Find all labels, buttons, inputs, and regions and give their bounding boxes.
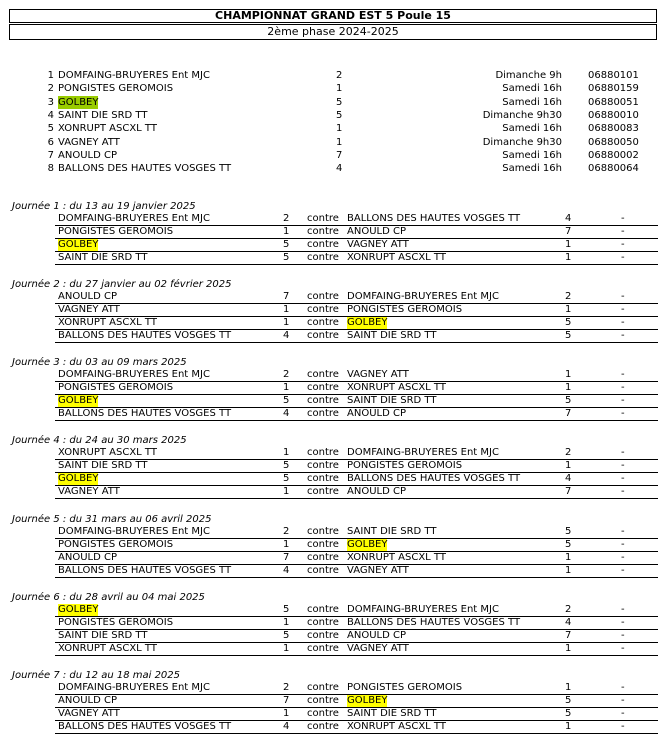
team-name: PONGISTES GEROMOIS <box>58 83 174 95</box>
team-number: 1 <box>47 70 54 81</box>
team-row <box>0 149 670 162</box>
versus-label: contre <box>307 239 339 250</box>
away-team: ANOULD CP <box>347 408 406 419</box>
match-result: - <box>621 708 625 719</box>
match-result: - <box>621 317 625 328</box>
away-team: ANOULD CP <box>347 226 406 237</box>
away-team: BALLONS DES HAUTES VOSGES TT <box>347 617 521 628</box>
match-row <box>55 539 658 552</box>
team-number: 6 <box>47 136 54 148</box>
home-players: 5 <box>283 604 290 615</box>
versus-label: contre <box>307 213 339 224</box>
away-players: 5 <box>565 695 572 706</box>
home-players: 4 <box>283 408 290 419</box>
home-team: VAGNEY ATT <box>58 708 120 719</box>
match-result: - <box>621 565 625 576</box>
away-team: ANOULD CP <box>347 486 406 497</box>
away-players: 5 <box>565 395 572 406</box>
match-result: - <box>621 695 625 706</box>
team-code: 06880064 <box>588 163 639 175</box>
match-result: - <box>621 526 625 537</box>
team-name: DOMFAING-BRUYERES Ent MJC <box>58 70 210 81</box>
team-code: 06880010 <box>588 109 639 121</box>
away-team: VAGNEY ATT <box>347 565 409 576</box>
document-title: CHAMPIONNAT GRAND EST 5 Poule 15 <box>9 9 657 23</box>
away-team: PONGISTES GEROMOIS <box>347 304 463 315</box>
home-players: 4 <box>283 721 290 732</box>
away-team: XONRUPT ASCXL TT <box>347 721 446 732</box>
match-result: - <box>621 486 625 497</box>
match-result: - <box>621 473 625 484</box>
home-team: BALLONS DES HAUTES VOSGES TT <box>58 565 232 576</box>
away-team: SAINT DIE SRD TT <box>347 708 437 719</box>
match-result: - <box>621 395 625 406</box>
versus-label: contre <box>307 317 339 328</box>
team-number: 5 <box>47 123 54 135</box>
round-title: Journée 6 : du 28 avril au 04 mai 2025 <box>12 592 205 603</box>
match-row <box>55 304 658 317</box>
versus-label: contre <box>307 604 339 615</box>
match-row <box>55 486 658 499</box>
away-players: 1 <box>565 565 572 576</box>
away-players: 7 <box>565 408 572 419</box>
match-result: - <box>621 721 625 732</box>
match-result: - <box>621 226 625 237</box>
team-number: 4 <box>47 109 54 121</box>
home-team: VAGNEY ATT <box>58 486 120 497</box>
round-title: Journée 3 : du 03 au 09 mars 2025 <box>12 357 187 368</box>
home-players: 7 <box>283 291 290 302</box>
home-players: 2 <box>283 369 290 380</box>
team-row <box>0 69 670 82</box>
home-players: 1 <box>283 447 290 458</box>
away-players: 2 <box>565 291 572 302</box>
team-players: 1 <box>336 136 343 148</box>
match-row <box>55 473 658 486</box>
home-team: SAINT DIE SRD TT <box>58 252 148 263</box>
home-players: 2 <box>283 526 290 537</box>
team-players: 2 <box>336 70 343 81</box>
document-subtitle: 2ème phase 2024-2025 <box>9 24 657 40</box>
team-players: 1 <box>336 83 343 95</box>
home-players: 5 <box>283 239 290 250</box>
match-row <box>55 382 658 395</box>
versus-label: contre <box>307 382 339 393</box>
home-team: XONRUPT ASCXL TT <box>58 317 157 328</box>
match-result: - <box>621 460 625 471</box>
versus-label: contre <box>307 291 339 302</box>
versus-label: contre <box>307 460 339 471</box>
team-name: SAINT DIE SRD TT <box>58 109 148 121</box>
away-team: XONRUPT ASCXL TT <box>347 252 446 263</box>
away-team: GOLBEY <box>347 539 388 550</box>
team-row <box>0 136 670 149</box>
team-players: 5 <box>336 109 343 121</box>
away-players: 5 <box>565 539 572 550</box>
versus-label: contre <box>307 565 339 576</box>
team-match-day: Dimanche 9h <box>495 70 562 81</box>
team-name: ANOULD CP <box>58 149 117 161</box>
away-team: DOMFAING-BRUYERES Ent MJC <box>347 447 499 458</box>
team-match-day: Samedi 16h <box>502 123 562 135</box>
match-result: - <box>621 213 625 224</box>
away-players: 5 <box>565 330 572 341</box>
home-players: 7 <box>283 695 290 706</box>
team-match-day: Dimanche 9h30 <box>482 109 562 121</box>
away-players: 7 <box>565 630 572 641</box>
versus-label: contre <box>307 226 339 237</box>
match-row <box>55 630 658 643</box>
away-team: SAINT DIE SRD TT <box>347 330 437 341</box>
away-players: 1 <box>565 682 572 693</box>
away-team: GOLBEY <box>347 317 388 328</box>
match-row <box>55 708 658 721</box>
away-players: 1 <box>565 239 572 250</box>
versus-label: contre <box>307 695 339 706</box>
match-row <box>55 695 658 708</box>
home-team: PONGISTES GEROMOIS <box>58 539 174 550</box>
match-result: - <box>621 539 625 550</box>
team-code: 06880101 <box>588 70 639 81</box>
home-team: VAGNEY ATT <box>58 304 120 315</box>
match-result: - <box>621 239 625 250</box>
match-row <box>55 291 658 304</box>
home-players: 5 <box>283 252 290 263</box>
match-result: - <box>621 382 625 393</box>
away-players: 7 <box>565 486 572 497</box>
match-result: - <box>621 643 625 654</box>
away-team: PONGISTES GEROMOIS <box>347 460 463 471</box>
home-team: XONRUPT ASCXL TT <box>58 447 157 458</box>
away-team: XONRUPT ASCXL TT <box>347 382 446 393</box>
match-row <box>55 617 658 630</box>
team-row <box>0 109 670 122</box>
versus-label: contre <box>307 395 339 406</box>
away-players: 5 <box>565 708 572 719</box>
team-match-day: Samedi 16h <box>502 163 562 175</box>
home-team: GOLBEY <box>58 473 99 484</box>
round-title: Journée 7 : du 12 au 18 mai 2025 <box>12 670 181 681</box>
away-players: 4 <box>565 617 572 628</box>
match-row <box>55 226 658 239</box>
match-result: - <box>621 447 625 458</box>
away-team: VAGNEY ATT <box>347 369 409 380</box>
away-team: BALLONS DES HAUTES VOSGES TT <box>347 473 521 484</box>
home-team: PONGISTES GEROMOIS <box>58 226 174 237</box>
team-players: 4 <box>336 163 343 175</box>
away-players: 4 <box>565 473 572 484</box>
away-players: 1 <box>565 552 572 563</box>
away-players: 7 <box>565 226 572 237</box>
match-row <box>55 317 658 330</box>
team-row <box>0 162 670 175</box>
home-players: 2 <box>283 682 290 693</box>
away-team: BALLONS DES HAUTES VOSGES TT <box>347 213 521 224</box>
versus-label: contre <box>307 552 339 563</box>
home-players: 1 <box>283 304 290 315</box>
round-title: Journée 1 : du 13 au 19 janvier 2025 <box>12 201 196 212</box>
match-result: - <box>621 369 625 380</box>
home-team: GOLBEY <box>58 604 99 615</box>
away-players: 1 <box>565 382 572 393</box>
match-row <box>55 682 658 695</box>
team-code: 06880051 <box>588 96 639 108</box>
away-players: 1 <box>565 643 572 654</box>
home-players: 1 <box>283 226 290 237</box>
away-players: 1 <box>565 252 572 263</box>
home-players: 5 <box>283 460 290 471</box>
away-players: 5 <box>565 317 572 328</box>
home-team: DOMFAING-BRUYERES Ent MJC <box>58 682 210 693</box>
team-match-day: Samedi 16h <box>502 96 562 108</box>
home-team: SAINT DIE SRD TT <box>58 630 148 641</box>
away-team: VAGNEY ATT <box>347 239 409 250</box>
team-players: 1 <box>336 123 343 135</box>
match-result: - <box>621 304 625 315</box>
match-row <box>55 395 658 408</box>
match-result: - <box>621 682 625 693</box>
away-players: 2 <box>565 447 572 458</box>
team-code: 06880002 <box>588 149 639 161</box>
round-title: Journée 5 : du 31 mars au 06 avril 2025 <box>12 514 212 525</box>
team-row <box>0 82 670 95</box>
team-number: 3 <box>47 96 54 108</box>
away-team: SAINT DIE SRD TT <box>347 395 437 406</box>
away-team: VAGNEY ATT <box>347 643 409 654</box>
away-players: 1 <box>565 304 572 315</box>
team-number: 7 <box>47 149 54 161</box>
away-team: PONGISTES GEROMOIS <box>347 682 463 693</box>
home-team: ANOULD CP <box>58 291 117 302</box>
home-team: ANOULD CP <box>58 695 117 706</box>
home-team: GOLBEY <box>58 395 99 406</box>
team-match-day: Dimanche 9h30 <box>482 136 562 148</box>
match-result: - <box>621 617 625 628</box>
team-row <box>0 122 670 135</box>
match-row <box>55 721 658 734</box>
team-code: 06880050 <box>588 136 639 148</box>
match-row <box>55 604 658 617</box>
match-row <box>55 552 658 565</box>
versus-label: contre <box>307 330 339 341</box>
home-team: XONRUPT ASCXL TT <box>58 643 157 654</box>
versus-label: contre <box>307 721 339 732</box>
team-name: XONRUPT ASCXL TT <box>58 123 157 135</box>
match-row <box>55 369 658 382</box>
home-team: DOMFAING-BRUYERES Ent MJC <box>58 213 210 224</box>
versus-label: contre <box>307 408 339 419</box>
team-match-day: Samedi 16h <box>502 83 562 95</box>
versus-label: contre <box>307 708 339 719</box>
match-row <box>55 526 658 539</box>
home-team: PONGISTES GEROMOIS <box>58 617 174 628</box>
team-code: 06880159 <box>588 83 639 95</box>
team-number: 8 <box>47 163 54 175</box>
match-result: - <box>621 291 625 302</box>
away-players: 4 <box>565 213 572 224</box>
home-players: 1 <box>283 643 290 654</box>
versus-label: contre <box>307 447 339 458</box>
home-team: DOMFAING-BRUYERES Ent MJC <box>58 526 210 537</box>
home-players: 5 <box>283 630 290 641</box>
team-code: 06880083 <box>588 123 639 135</box>
home-players: 1 <box>283 486 290 497</box>
home-players: 7 <box>283 552 290 563</box>
away-players: 1 <box>565 721 572 732</box>
away-team: ANOULD CP <box>347 630 406 641</box>
versus-label: contre <box>307 486 339 497</box>
away-players: 2 <box>565 604 572 615</box>
match-row <box>55 213 658 226</box>
match-result: - <box>621 552 625 563</box>
versus-label: contre <box>307 369 339 380</box>
home-team: BALLONS DES HAUTES VOSGES TT <box>58 330 232 341</box>
home-players: 1 <box>283 708 290 719</box>
away-players: 5 <box>565 526 572 537</box>
match-row <box>55 460 658 473</box>
home-team: SAINT DIE SRD TT <box>58 460 148 471</box>
away-team: DOMFAING-BRUYERES Ent MJC <box>347 291 499 302</box>
home-team: ANOULD CP <box>58 552 117 563</box>
match-result: - <box>621 330 625 341</box>
away-team: XONRUPT ASCXL TT <box>347 552 446 563</box>
home-players: 4 <box>283 330 290 341</box>
versus-label: contre <box>307 252 339 263</box>
home-team: GOLBEY <box>58 239 99 250</box>
match-result: - <box>621 252 625 263</box>
versus-label: contre <box>307 526 339 537</box>
away-team: SAINT DIE SRD TT <box>347 526 437 537</box>
versus-label: contre <box>307 682 339 693</box>
match-row <box>55 643 658 656</box>
home-team: DOMFAING-BRUYERES Ent MJC <box>58 369 210 380</box>
match-result: - <box>621 630 625 641</box>
home-players: 1 <box>283 382 290 393</box>
round-title: Journée 4 : du 24 au 30 mars 2025 <box>12 435 187 446</box>
home-players: 1 <box>283 539 290 550</box>
team-name: BALLONS DES HAUTES VOSGES TT <box>58 163 232 175</box>
home-players: 5 <box>283 473 290 484</box>
match-row <box>55 252 658 265</box>
team-name: GOLBEY <box>58 96 99 108</box>
team-number: 2 <box>47 83 54 95</box>
team-name: VAGNEY ATT <box>58 136 120 148</box>
home-team: BALLONS DES HAUTES VOSGES TT <box>58 408 232 419</box>
team-row <box>0 96 670 109</box>
match-row <box>55 239 658 252</box>
team-players: 5 <box>336 96 343 108</box>
home-players: 5 <box>283 395 290 406</box>
home-players: 2 <box>283 213 290 224</box>
team-players: 7 <box>336 149 343 161</box>
match-result: - <box>621 408 625 419</box>
match-row <box>55 447 658 460</box>
versus-label: contre <box>307 304 339 315</box>
versus-label: contre <box>307 643 339 654</box>
home-players: 4 <box>283 565 290 576</box>
home-team: PONGISTES GEROMOIS <box>58 382 174 393</box>
match-result: - <box>621 604 625 615</box>
away-players: 1 <box>565 369 572 380</box>
team-match-day: Samedi 16h <box>502 149 562 161</box>
away-players: 1 <box>565 460 572 471</box>
versus-label: contre <box>307 630 339 641</box>
away-team: DOMFAING-BRUYERES Ent MJC <box>347 604 499 615</box>
match-row <box>55 408 658 421</box>
away-team: GOLBEY <box>347 695 388 706</box>
home-players: 1 <box>283 617 290 628</box>
home-team: BALLONS DES HAUTES VOSGES TT <box>58 721 232 732</box>
versus-label: contre <box>307 473 339 484</box>
versus-label: contre <box>307 539 339 550</box>
versus-label: contre <box>307 617 339 628</box>
home-players: 1 <box>283 317 290 328</box>
match-row <box>55 330 658 343</box>
match-row <box>55 565 658 578</box>
round-title: Journée 2 : du 27 janvier au 02 février 2025 <box>12 279 232 290</box>
